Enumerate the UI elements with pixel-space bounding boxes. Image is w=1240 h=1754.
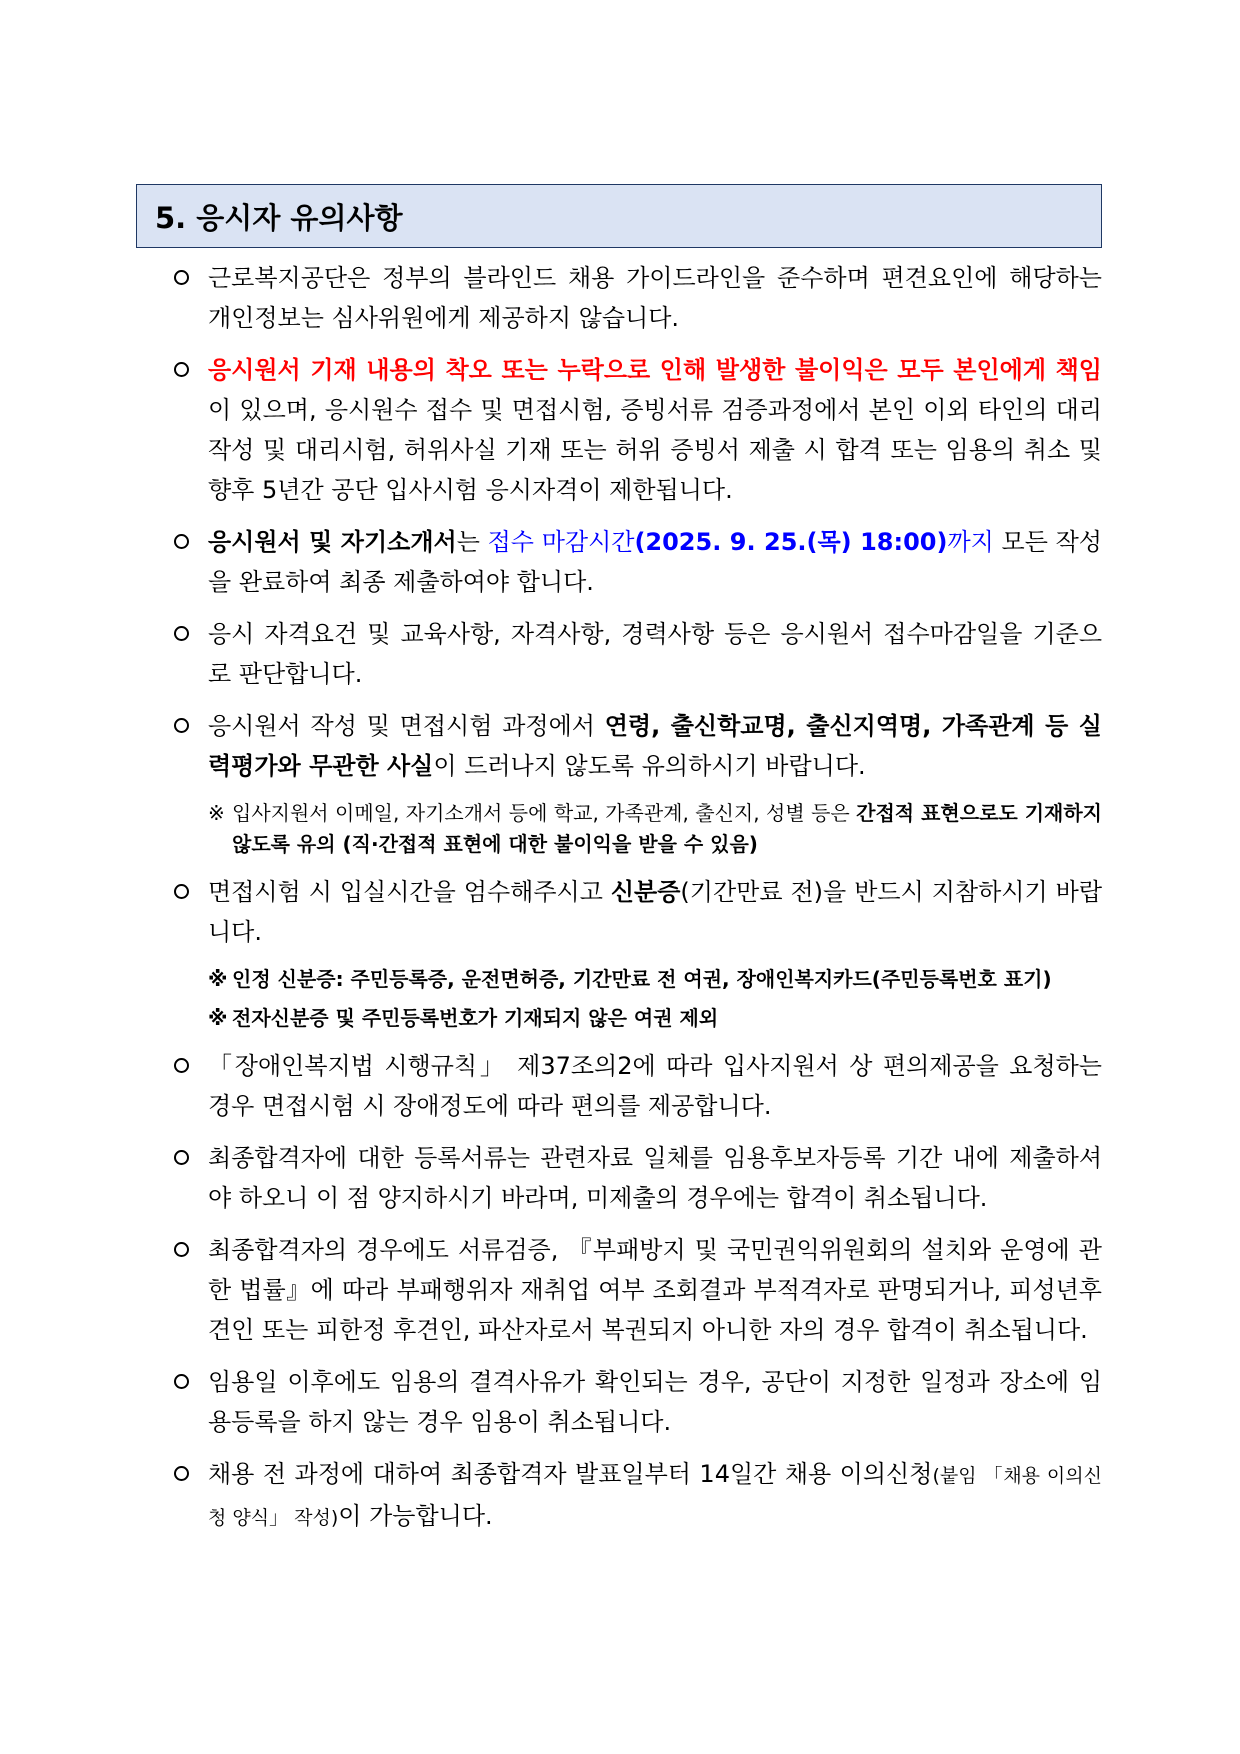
item-text: 채용 전 과정에 대하여 최종합격자 발표일부터 14일간 채용 이의신청(붙임 「채용 이의신청 양식」 작성)이 가능합니다. [208, 1460, 1102, 1530]
section-title: 5. 응시자 유의사항 [155, 200, 403, 235]
circle-bullet-icon [174, 1374, 189, 1389]
list-item [174, 258, 1102, 338]
circle-bullet-icon [174, 362, 189, 377]
item-text: 근로복지공단은 정부의 블라인드 채용 가이드라인을 준수하며 편견요인에 해당하는 개인정보는 심사위원에게 제공하지 않습니다. [208, 264, 1102, 332]
item-text: 응시원서 작성 및 면접시험 과정에서 연령, 출신학교명, 출신지역명, 가족관계 등 실력평가와 무관한 사실이 드러나지 않도록 유의하시기 바랍니다. [208, 712, 1102, 780]
item-text: 임용일 이후에도 임용의 결격사유가 확인되는 경우, 공단이 지정한 일정과 장소에 임용등록을 하지 않는 경우 임용이 취소됩니다. [208, 1368, 1102, 1436]
list-item [174, 1454, 1102, 1538]
deadline-text: 접수 마감시간 [487, 528, 635, 556]
item-text: 응시원서 및 자기소개서는 접수 마감시간(2025. 9. 25.(목) 18:00)까지 모든 작성을 완료하여 최종 제출하여야 합니다. [208, 528, 1102, 596]
list-item [174, 706, 1102, 786]
list-item [174, 522, 1102, 602]
warning-text: 응시원서 기재 내용의 착오 또는 누락으로 인해 발생한 불이익은 모두 본인에게 책임 [208, 356, 1102, 384]
circle-bullet-icon [174, 884, 189, 899]
note: ※ 전자신분증 및 주민등록번호가 기재되지 않은 여권 제외 [174, 1003, 1102, 1034]
circle-bullet-icon [174, 534, 189, 549]
item-text: 최종합격자에 대한 등록서류는 관련자료 일체를 임용후보자등록 기간 내에 제출하셔야 하오니 이 점 양지하시기 바라며, 미제출의 경우에는 합격이 취소됩니다. [208, 1144, 1102, 1212]
list-item [174, 872, 1102, 952]
circle-bullet-icon [174, 1242, 189, 1257]
list-item [174, 1046, 1102, 1126]
item-text: 응시 자격요건 및 교육사항, 자격사항, 경력사항 등은 응시원서 접수마감일을 기준으로 판단합니다. [208, 620, 1102, 688]
item-text: 「장애인복지법 시행규칙」 제37조의2에 따라 입사지원서 상 편의제공을 요청하는 경우 면접시험 시 장애정도에 따라 편의를 제공합니다. [208, 1052, 1102, 1120]
circle-bullet-icon [174, 718, 189, 733]
note: ※ 입사지원서 이메일, 자기소개서 등에 학교, 가족관계, 출신지, 성별 등은 간접적 표현으로도 기재하지 않도록 유의 (직·간접적 표현에 대한 불이익을 받을 수 있음) [174, 798, 1102, 860]
note: ※ 인정 신분증: 주민등록증, 운전면허증, 기간만료 전 여권, 장애인복지카드(주민등록번호 표기) [174, 964, 1102, 995]
list-item [174, 614, 1102, 694]
list-item [174, 350, 1102, 510]
section-header [136, 184, 1102, 248]
circle-bullet-icon [174, 1466, 189, 1481]
reference-mark-icon: ※ [208, 1006, 228, 1030]
deadline-date: (2025. 9. 25.(목) 18:00) [634, 528, 948, 556]
item-text: 응시원서 기재 내용의 착오 또는 누락으로 인해 발생한 불이익은 모두 본인에게 책임이 있으며, 응시원수 접수 및 면접시험, 증빙서류 검증과정에서 본인 이외 타인의 대리작성 및 대리시험, 허위사실 기재 또는 허위 증빙서 제출 시 합격 또는 임용의 취소 및 향후 5년간 공단 입사시험 응시자격이 제한됩니다. [208, 356, 1102, 504]
list-item [174, 1230, 1102, 1350]
list-item [174, 1138, 1102, 1218]
reference-mark-icon: ※ [208, 967, 228, 991]
circle-bullet-icon [174, 270, 189, 285]
circle-bullet-icon [174, 1058, 189, 1073]
item-text: 최종합격자의 경우에도 서류검증, 『부패방지 및 국민권익위원회의 설치와 운영에 관한 법률』에 따라 부패행위자 재취업 여부 조회결과 부적격자로 판명되거나, 피성년후견인 또는 피한정 후견인, 파산자로서 복권되지 아니한 자의 경우 합격이 취소됩니다. [208, 1236, 1102, 1344]
reference-mark-icon: ※ [208, 801, 225, 825]
list-item [174, 1362, 1102, 1442]
circle-bullet-icon [174, 626, 189, 641]
item-text: 면접시험 시 입실시간을 엄수해주시고 신분증(기간만료 전)을 반드시 지참하시기 바랍니다. [208, 878, 1102, 946]
circle-bullet-icon [174, 1150, 189, 1165]
notice-list [174, 258, 1102, 1550]
